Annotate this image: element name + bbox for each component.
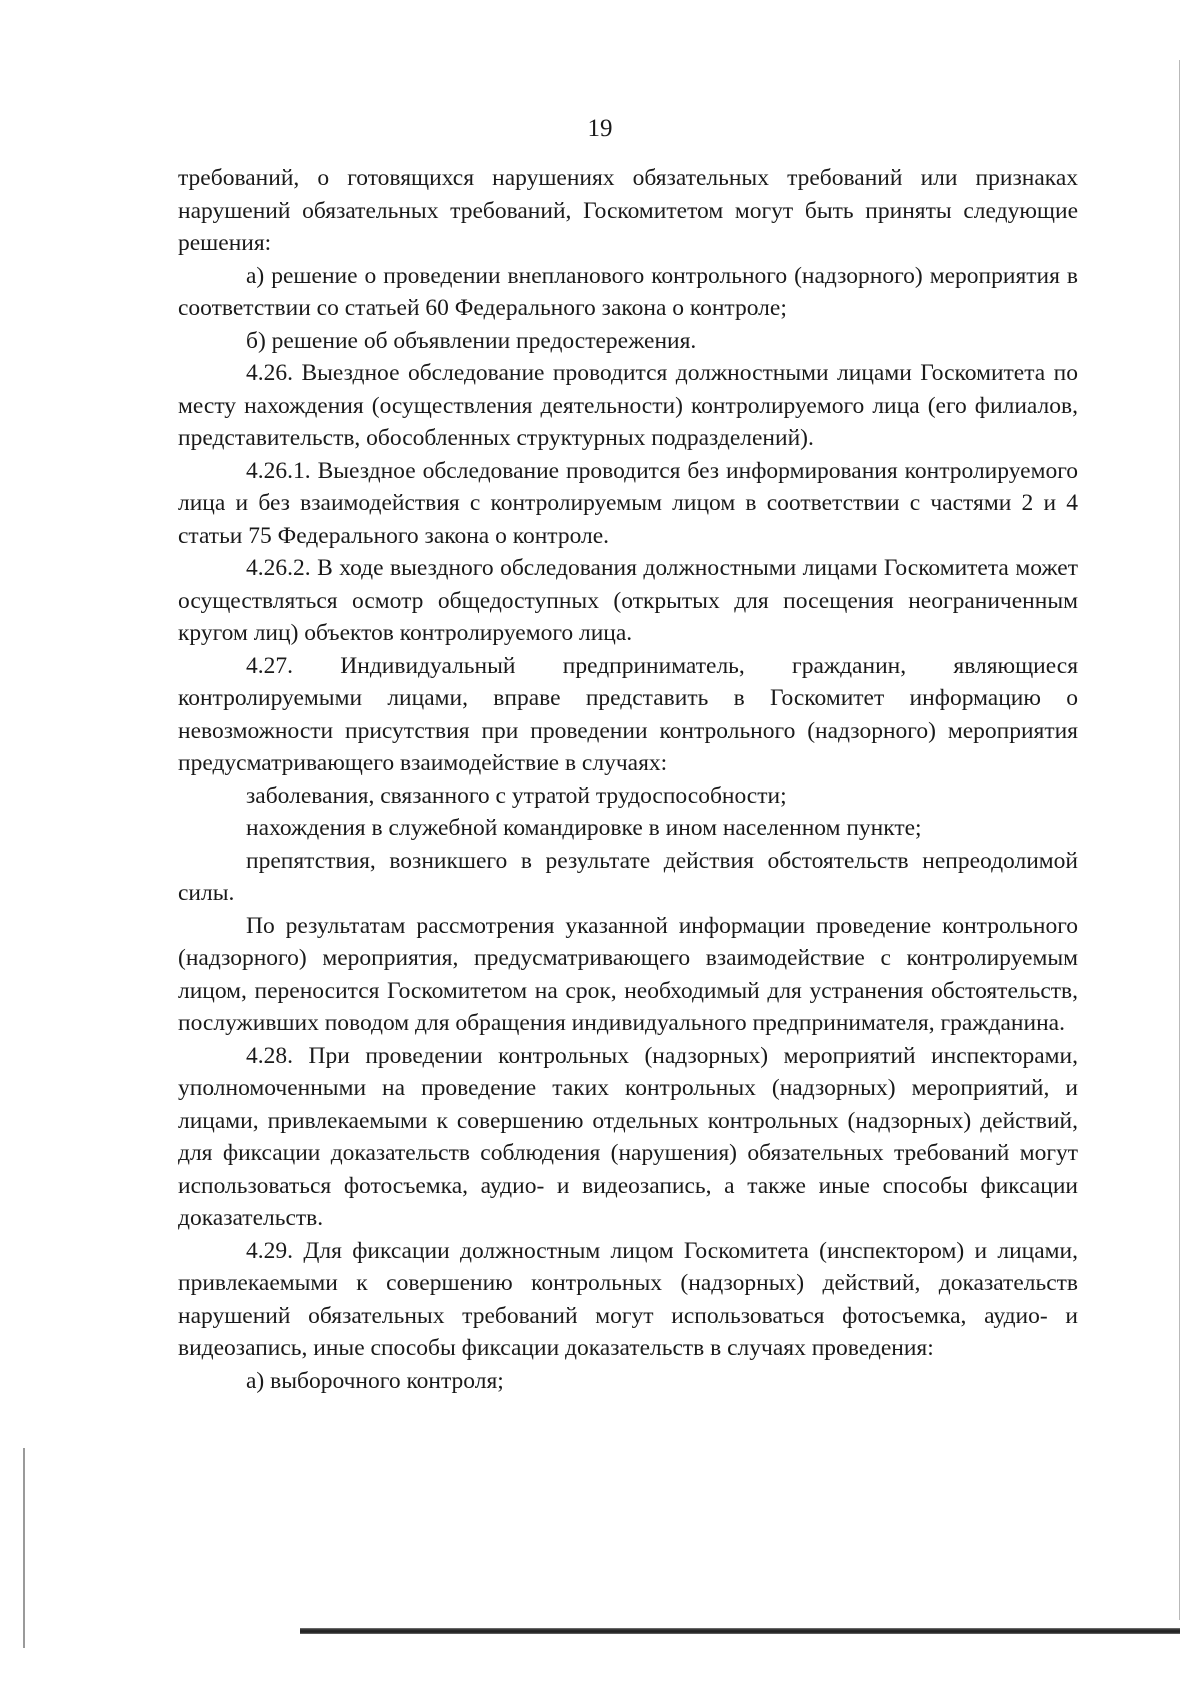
paragraph: 4.26.2. В ходе выездного обследования должностными лицами Госкомитета может осуществляться осмотр общедоступных (открытых для посещения неограниченным кругом лиц) объектов контролируемого лица. [178, 555, 1078, 646]
scan-edge-right [1179, 60, 1180, 1620]
document-body [178, 162, 1078, 1397]
paragraph: а) решение о проведении внепланового контрольного (надзорного) мероприятия в соответствии со статьей 60 Федерального закона о контроле; [178, 262, 1078, 321]
paragraph: препятствия, возникшего в результате действия обстоятельств непреодолимой силы. [178, 847, 1078, 906]
paragraph: 4.26.1. Выездное обследование проводится без информирования контролируемого лица и без взаимодействия с контролируемым лицом в соответствии с частями 2 и 4 статьи 75 Федерального закона о контроле. [178, 457, 1078, 549]
page-number: 19 [587, 115, 613, 142]
paragraph: нахождения в служебной командировке в ином населенном пункте; [246, 815, 922, 841]
paragraph: По результатам рассмотрения указанной информации проведение контрольного (надзорного) мероприятия, предусматривающего взаимодействие с контролируемым лицом, переносится Госкомитетом на срок, необходимый для устранения обстоятельств, послуживших поводом для обращения индивидуального предпринимателя, гражданина. [178, 912, 1078, 1036]
bottom-rule [300, 1628, 1180, 1634]
paragraph: а) выборочного контроля; [246, 1367, 504, 1394]
paragraph: 4.28. При проведении контрольных (надзорных) мероприятий инспекторами, уполномоченными на проведение таких контрольных (надзорных) мероприятий, и лицами, привлекаемыми к совершению отдельных контрольных (надзорных) действий, для фиксации доказательств соблюдения (нарушения) обязательных требований могут использоваться фотосъемка, аудио- и видеозапись, а также иные способы фиксации доказательств. [178, 1042, 1078, 1231]
paragraph: 4.29. Для фиксации должностным лицом Госкомитета (инспектором) и лицами, привлекаемыми к совершению контрольных (надзорных) действий, доказательств нарушений обязательных требований могут использоваться фотосъемка, аудио- и видеозапись, иные способы фиксации доказательств в случаях проведения: [178, 1237, 1078, 1361]
paragraph: заболевания, связанного с утратой трудоспособности; [246, 782, 787, 809]
paragraph: требований, о готовящихся нарушениях обязательных требований или признаках нарушений обязательных требований, Госкомитетом могут быть приняты следующие решения: [178, 165, 1078, 256]
paragraph: 4.27. Индивидуальный предприниматель, гражданин, являющиеся контролируемыми лицами, вправе представить в Госкомитет информацию о невозможности присутствия при проведении контрольного (надзорного) мероприятия предусматривающего взаимодействие в случаях: [178, 652, 1078, 776]
scan-edge-left [23, 1448, 25, 1648]
paragraph: б) решение об объявлении предостережения. [246, 327, 697, 354]
paragraph: 4.26. Выездное обследование проводится должностными лицами Госкомитета по месту нахождения (осуществления деятельности) контролируемого лица (его филиалов, представительств, обособленных структурных подразделений). [178, 360, 1078, 451]
